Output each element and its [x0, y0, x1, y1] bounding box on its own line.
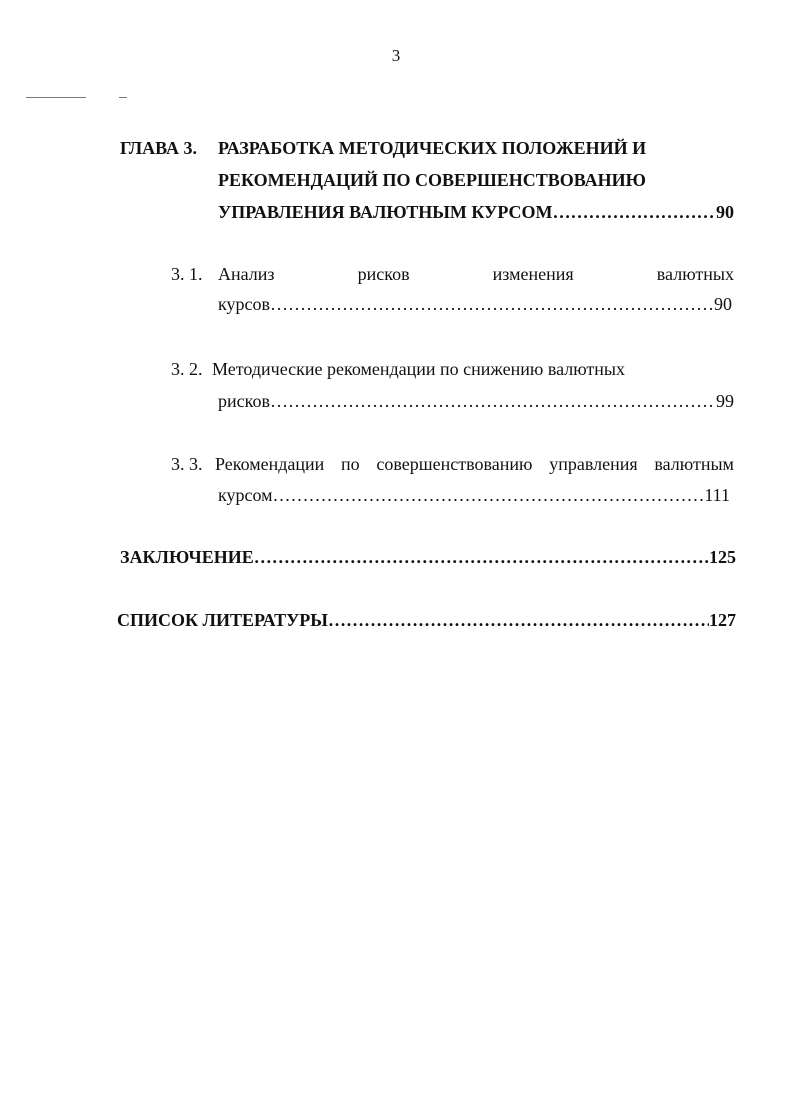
- section-word: рисков: [357, 264, 410, 284]
- scan-artifact-small: [119, 97, 127, 98]
- bibliography-entry: [117, 609, 736, 631]
- section-word: изменения: [492, 264, 574, 284]
- section-word: валютным: [654, 454, 734, 474]
- leader-dots: [254, 546, 709, 568]
- section-number: 3. 2.: [171, 359, 203, 379]
- section-continuation: рисков: [218, 391, 270, 411]
- conclusion-page: 125: [709, 547, 736, 567]
- section-continuation: курсов: [218, 294, 270, 314]
- chapter-title-line3-text: УПРАВЛЕНИЯ ВАЛЮТНЫМ КУРСОМ: [218, 202, 553, 222]
- section-word: Рекомендации: [215, 454, 325, 474]
- leader-dots: [553, 201, 716, 223]
- section-number: 3. 3.: [171, 454, 203, 474]
- conclusion-title: ЗАКЛЮЧЕНИЕ: [120, 547, 254, 567]
- leader-dots: [270, 293, 714, 315]
- conclusion-entry: [120, 546, 736, 568]
- leader-dots: [273, 484, 705, 506]
- section-title-line1: Методические рекомендации по снижению валютных: [212, 359, 626, 379]
- section-word: валютных: [656, 264, 734, 284]
- chapter-label: ГЛАВА 3.: [120, 138, 198, 158]
- bibliography-page: 127: [709, 610, 736, 630]
- leader-dots: [328, 609, 709, 631]
- section-number: 3. 1.: [171, 264, 203, 284]
- chapter-title-line2: РЕКОМЕНДАЦИЙ ПО СОВЕРШЕНСТВОВАНИЮ: [218, 170, 646, 190]
- section-title-line2: [218, 293, 732, 315]
- section-page: 99: [716, 391, 734, 411]
- section-title-line1: [215, 453, 734, 475]
- scan-artifact: [26, 97, 86, 98]
- section-page: 111: [704, 485, 730, 505]
- section-continuation: курсом: [218, 485, 273, 505]
- chapter-title-line1: РАЗРАБОТКА МЕТОДИЧЕСКИХ ПОЛОЖЕНИЙ И: [218, 138, 647, 158]
- section-title-line2: [218, 484, 730, 506]
- section-title-line1: [218, 263, 734, 285]
- section-word: по: [341, 454, 360, 474]
- chapter-title-line3: [218, 201, 734, 223]
- section-title-line2: [218, 390, 734, 412]
- section-word: совершенствованию: [376, 454, 533, 474]
- leader-dots: [270, 390, 716, 412]
- chapter-page: 90: [716, 202, 734, 222]
- section-word: Анализ: [218, 264, 275, 284]
- bibliography-title: СПИСОК ЛИТЕРАТУРЫ: [117, 610, 328, 630]
- section-word: управления: [549, 454, 638, 474]
- page-number: 3: [391, 46, 401, 65]
- section-page: 90: [714, 294, 732, 314]
